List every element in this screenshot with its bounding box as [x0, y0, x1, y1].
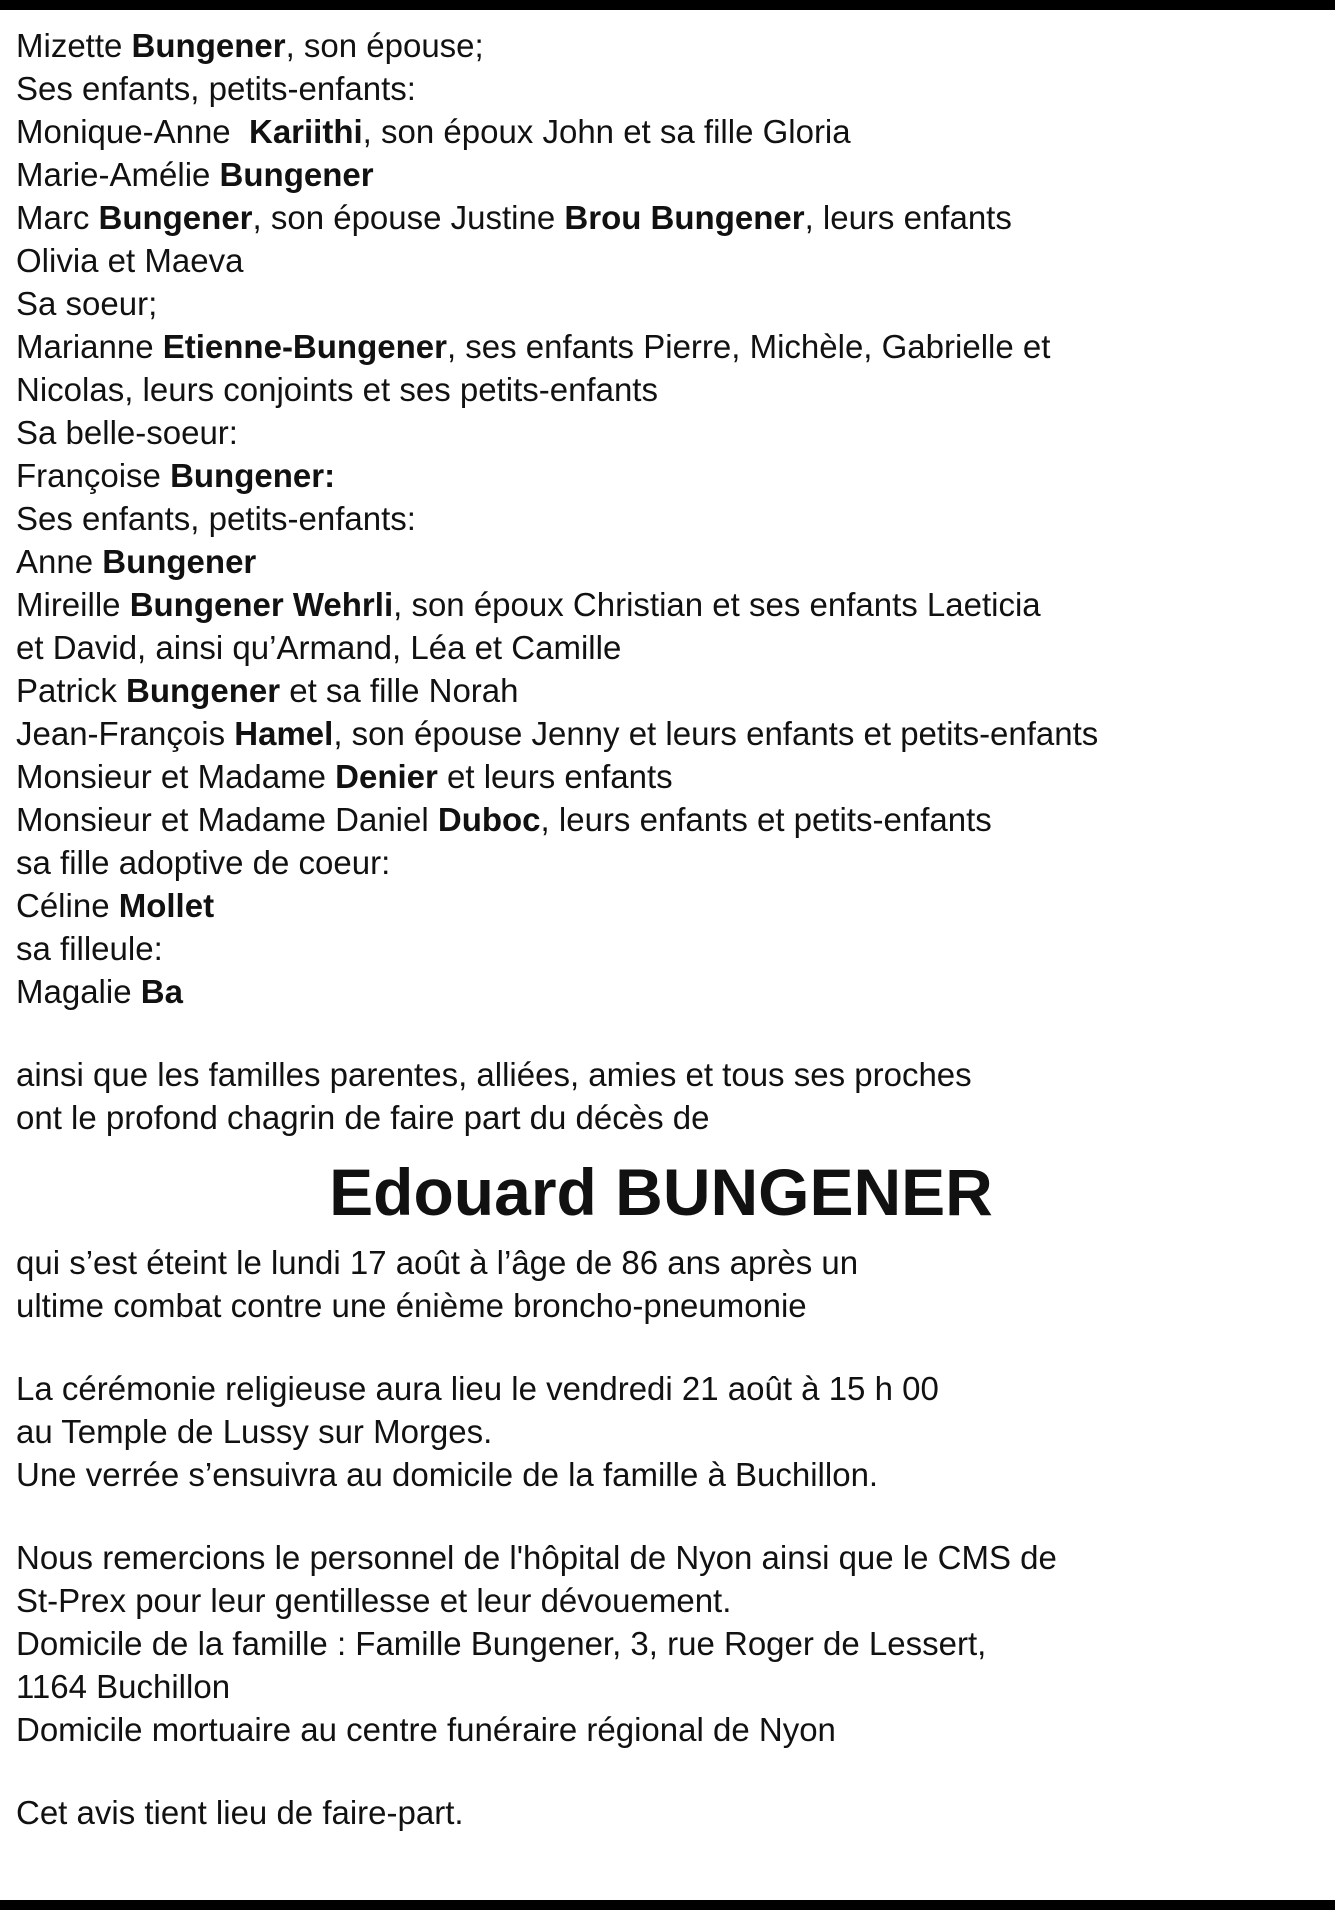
family-line [16, 626, 1316, 669]
ceremony-line: au Temple de Lussy sur Morges. [16, 1413, 493, 1450]
thanks-line: 1164 Buchillon [16, 1668, 231, 1705]
family-surname: Bungener [131, 27, 286, 64]
spacer [16, 1327, 1316, 1367]
family-line [16, 884, 1316, 927]
ceremony-line: La cérémonie religieuse aura lieu le vendredi 21 août à 15 h 00 [16, 1370, 939, 1407]
announcement-line: ont le profond chagrin de faire part du décès de [16, 1099, 710, 1136]
family-line [16, 540, 1316, 583]
family-line [16, 67, 1316, 110]
family-surname: Bungener [219, 156, 374, 193]
thanks-line: Nous remercions le personnel de l'hôpital de Nyon ainsi que le CMS de [16, 1539, 1057, 1576]
thanks-line: St-Prex pour leur gentillesse et leur dévouement. [16, 1582, 732, 1619]
thanks-line: Domicile mortuaire au centre funéraire régional de Nyon [16, 1711, 836, 1748]
family-surname: Mollet [118, 887, 215, 924]
family-text: Anne [16, 543, 103, 580]
family-text: sa filleule: [16, 930, 163, 967]
family-surname: Bungener: [170, 457, 336, 494]
spacer [16, 1496, 1316, 1536]
family-text: Mireille [16, 586, 130, 623]
family-text: , son époux John et sa fille Gloria [362, 113, 851, 150]
family-line [16, 196, 1316, 239]
announcement-text [16, 1053, 1316, 1139]
family-line [16, 497, 1316, 540]
family-text: , leurs enfants et petits-enfants [540, 801, 992, 838]
family-line [16, 454, 1316, 497]
family-line [16, 110, 1316, 153]
spacer [16, 1013, 1316, 1053]
closing-text: Cet avis tient lieu de faire-part. [16, 1794, 464, 1831]
family-surname: Denier [335, 758, 438, 795]
family-text: Olivia et Maeva [16, 242, 244, 279]
bottom-border-rule [0, 1900, 1335, 1910]
family-surname: Etienne-Bungener [162, 328, 447, 365]
thanks-text [16, 1536, 1316, 1751]
family-surname: Ba [140, 973, 183, 1010]
announcement-line: ainsi que les familles parentes, alliées, amies et tous ses proches [16, 1056, 972, 1093]
death-info-text [16, 1241, 1316, 1327]
family-text: Marie-Amélie [16, 156, 220, 193]
family-line [16, 798, 1316, 841]
family-text: et David, ainsi qu’Armand, Léa et Camille [16, 629, 622, 666]
family-text: et sa fille Norah [280, 672, 519, 709]
family-text: Jean-François [16, 715, 235, 752]
family-surname: Kariithi [248, 113, 363, 150]
family-text: Françoise [16, 457, 171, 494]
family-text: Monsieur et Madame Daniel [16, 801, 438, 838]
death-info-line: ultime combat contre une énième broncho-pneumonie [16, 1287, 807, 1324]
family-text: , son épouse Justine [252, 199, 565, 236]
family-line [16, 411, 1316, 454]
family-text: Marc [16, 199, 99, 236]
family-line [16, 368, 1316, 411]
ceremony-text [16, 1367, 1316, 1496]
family-line [16, 755, 1316, 798]
deceased-name: Edouard BUNGENER [329, 1155, 993, 1229]
family-list [16, 24, 1316, 1013]
family-line [16, 927, 1316, 970]
ceremony-line: Une verrée s’ensuivra au domicile de la famille à Buchillon. [16, 1456, 879, 1493]
family-line [16, 712, 1316, 755]
family-text: , son époux Christian et ses enfants Laeticia [393, 586, 1041, 623]
top-border-rule [0, 0, 1335, 10]
family-text: et leurs enfants [437, 758, 673, 795]
family-text: Monique-Anne [16, 113, 249, 150]
family-text: , ses enfants Pierre, Michèle, Gabrielle et [446, 328, 1051, 365]
family-surname: Hamel [234, 715, 334, 752]
family-text: Mizette [16, 27, 132, 64]
family-text: Marianne [16, 328, 163, 365]
family-surname: Brou Bungener [564, 199, 805, 236]
family-surname: Bungener [98, 199, 253, 236]
family-line [16, 970, 1316, 1013]
family-text: Ses enfants, petits-enfants: [16, 70, 416, 107]
family-text: Sa belle-soeur: [16, 414, 238, 451]
family-text: Magalie [16, 973, 141, 1010]
family-line [16, 153, 1316, 196]
family-line [16, 669, 1316, 712]
family-line [16, 24, 1316, 67]
family-text: Ses enfants, petits-enfants: [16, 500, 416, 537]
family-line [16, 841, 1316, 884]
death-info-line: qui s’est éteint le lundi 17 août à l’âge de 86 ans après un [16, 1244, 859, 1281]
thanks-line: Domicile de la famille : Famille Bungener, 3, rue Roger de Lessert, [16, 1625, 987, 1662]
family-text: Céline [16, 887, 119, 924]
family-surname: Duboc [437, 801, 541, 838]
family-line [16, 325, 1316, 368]
family-text: Nicolas, leurs conjoints et ses petits-enfants [16, 371, 658, 408]
family-surname: Bungener Wehrli [129, 586, 394, 623]
family-text: Sa soeur; [16, 285, 158, 322]
family-text: sa fille adoptive de coeur: [16, 844, 391, 881]
family-text: Patrick [16, 672, 127, 709]
obituary-notice [16, 24, 1316, 1834]
family-surname: Bungener [126, 672, 281, 709]
family-text: , son épouse Jenny et leurs enfants et petits-enfants [333, 715, 1099, 752]
family-line [16, 583, 1316, 626]
family-line [16, 239, 1316, 282]
family-surname: Bungener [102, 543, 257, 580]
family-line [16, 282, 1316, 325]
family-text: Monsieur et Madame [16, 758, 336, 795]
family-text: , leurs enfants [804, 199, 1012, 236]
spacer [16, 1751, 1316, 1791]
family-text: , son épouse; [285, 27, 484, 64]
